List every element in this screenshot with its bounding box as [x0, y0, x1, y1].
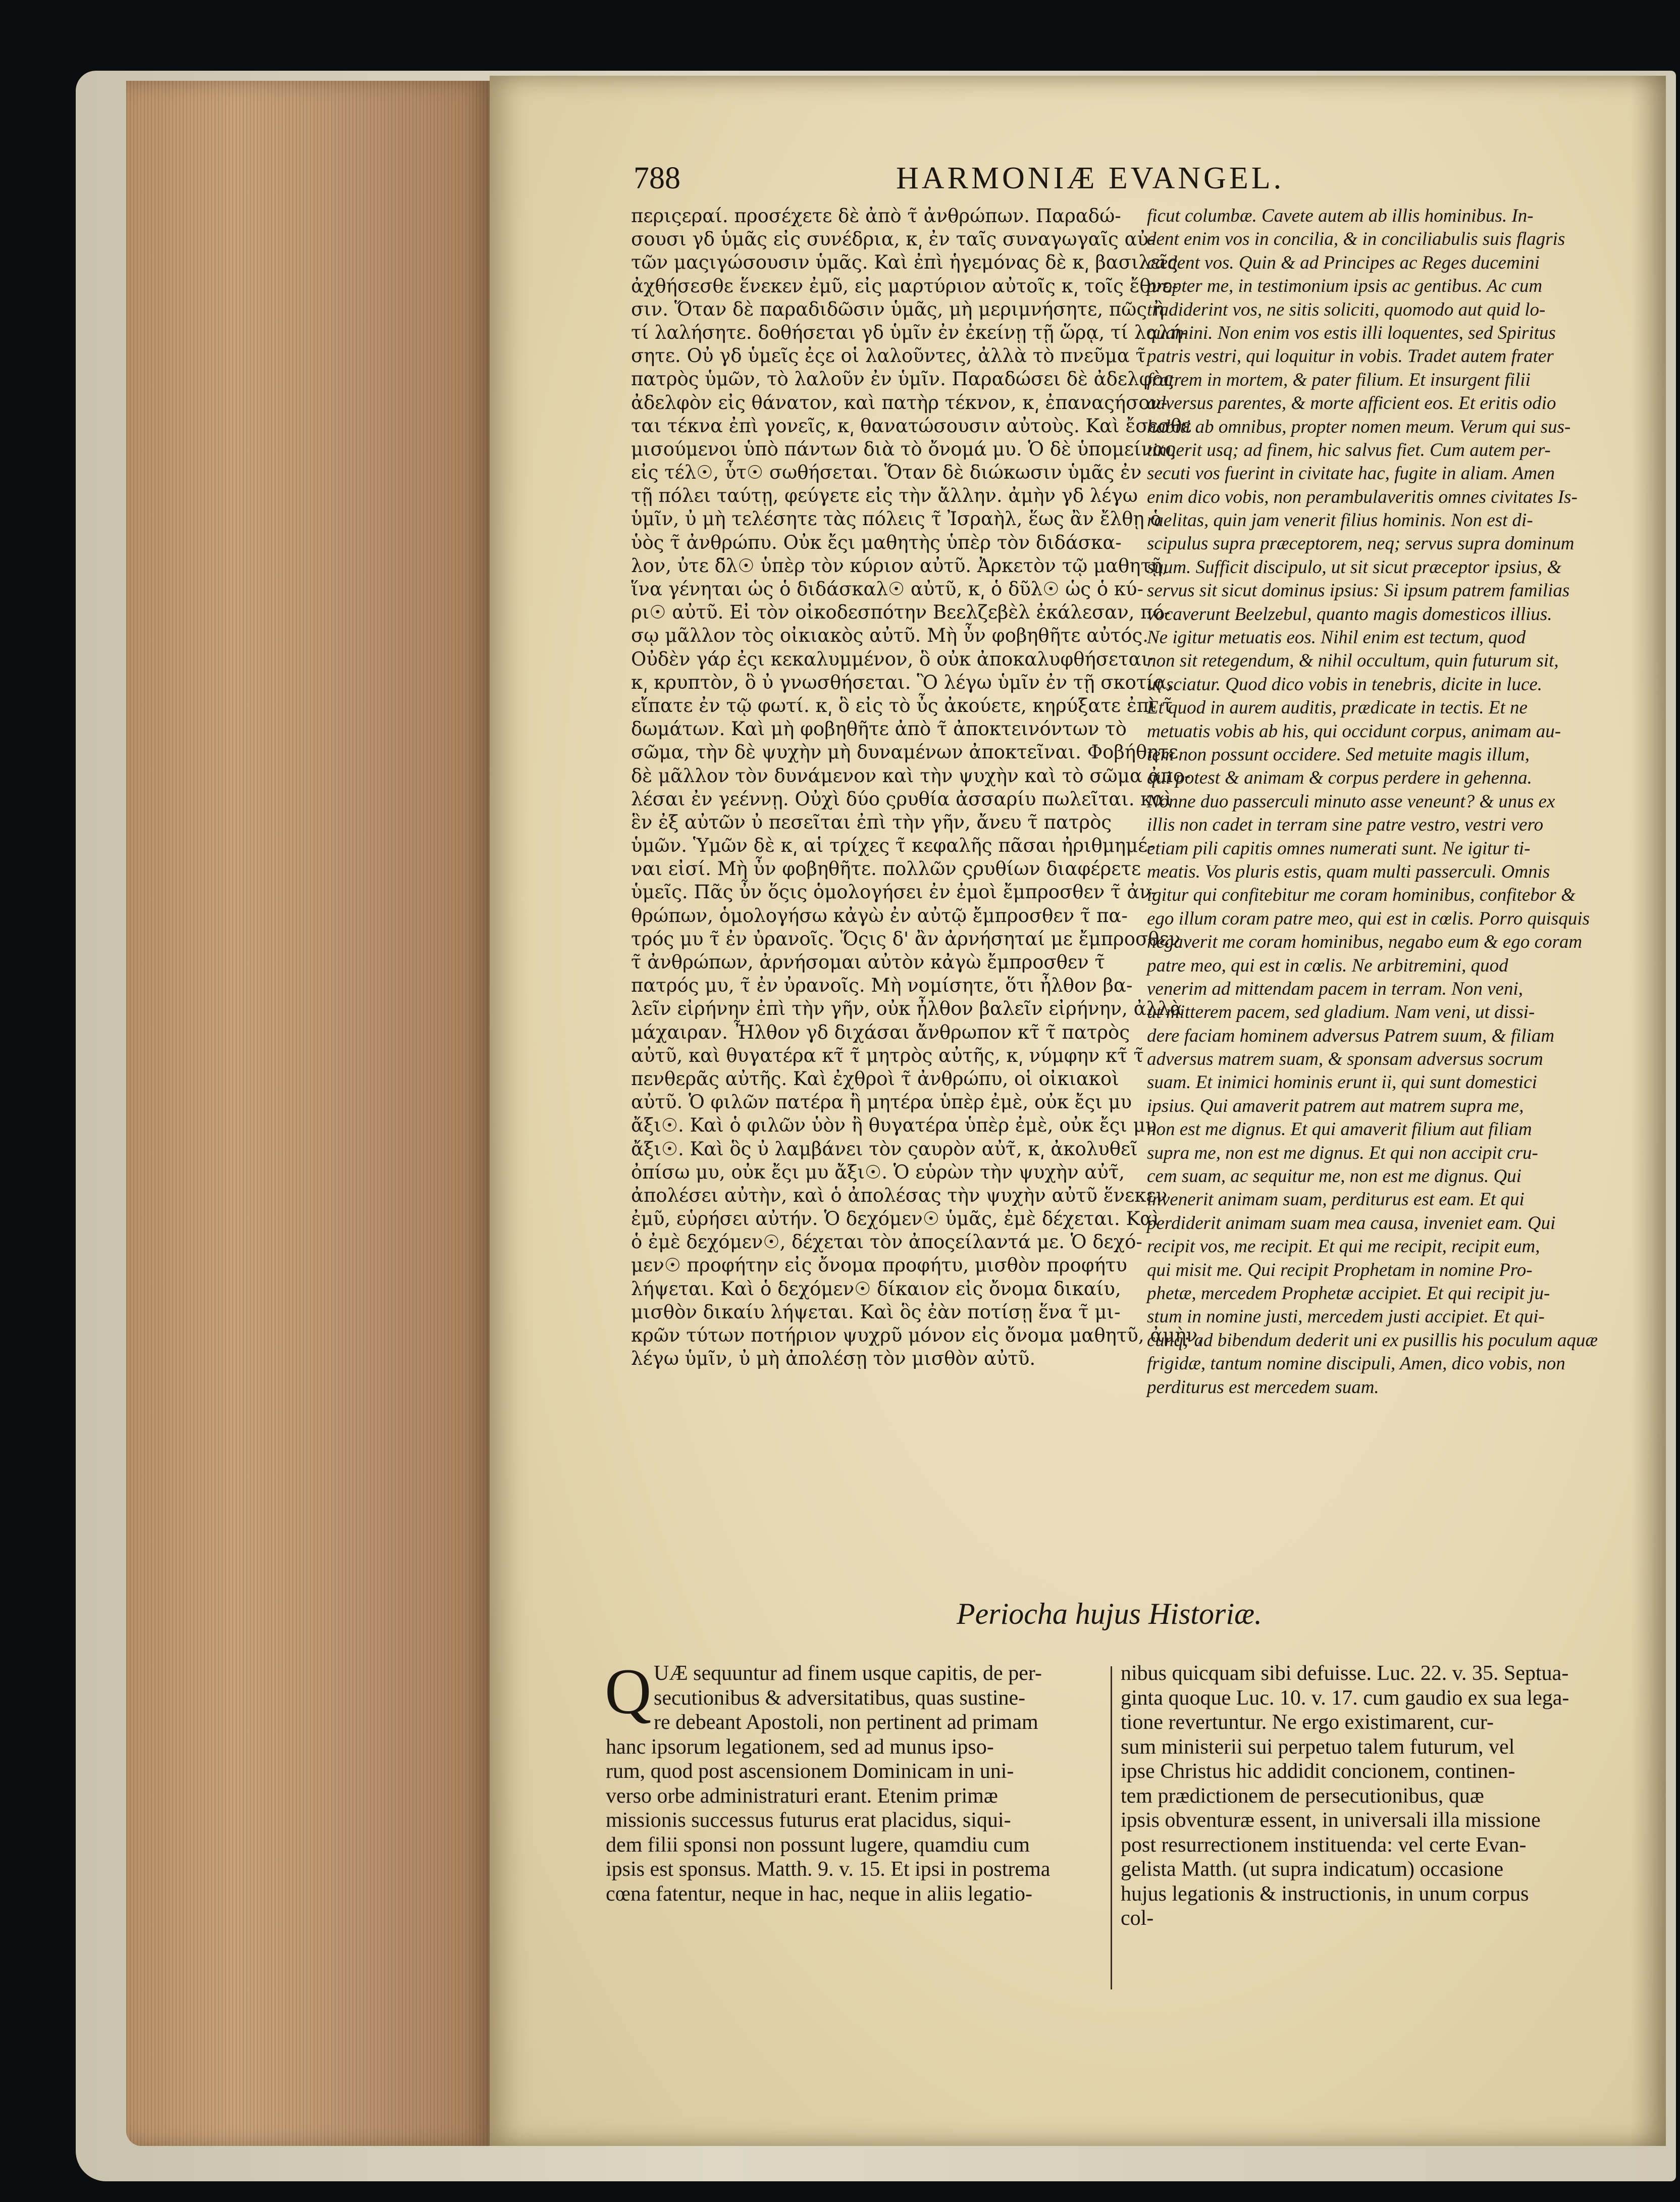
- latin-text-line: quamini. Non enim vos estis illi loquentes, sed Spiritus: [1147, 322, 1556, 343]
- latin-text-line: ipsius. Qui amaverit patrem aut matrem supra me,: [1147, 1095, 1524, 1116]
- greek-text-line: πενθερᾶς αὐτῆς. Καὶ ἐχθροὶ τ̃ ἀνθρώπυ, οἱ οἰκιακοὶ: [631, 1067, 1119, 1090]
- greek-text-line: τῇ πόλει ταύτῃ, φεύγετε εἰς τὴν ἄλλην. ἀμὴν γδ λέγω: [631, 485, 1138, 507]
- commentary-left-column: [605, 1656, 1100, 2015]
- greek-text-line: λον, ὐτε δ̃λ☉ ὑπὲρ τὸν κύριον αὐτῦ. Ἀρκετὸν τῷ μαθητῇ,: [631, 554, 1168, 577]
- commentary-line: ipsis obventuræ essent, in universali illa missione: [1121, 1809, 1541, 1832]
- greek-text-line: ἀπολέσει αὐτὴν, καὶ ὁ ἀπολέσας τὴν ψυχὴν αὐτῦ ἕνεκεν: [631, 1184, 1168, 1206]
- greek-text-line: δωμάτων. Καὶ μὴ φοβηθῆτε ἀπὸ τ̃ ἀποκτεινόντων τὸ: [631, 718, 1127, 740]
- latin-text-line: suum. Sufficit discipulo, ut sit sicut præceptor ipsius, &: [1147, 556, 1562, 578]
- commentary-line: ipse Christus hic addidit concionem, continen-: [1121, 1760, 1515, 1783]
- greek-text-line: κρῶν τύτων ποτήριον ψυχρῦ μόνον εἰς ὄνομα μαθητῦ, ἀμὴν,: [631, 1324, 1203, 1346]
- commentary-line: verso orbe administraturi erant. Etenim primæ: [606, 1784, 998, 1808]
- latin-text-line: tradiderint vos, ne sitis soliciti, quomodo aut quid lo-: [1147, 299, 1546, 320]
- latin-text-line: qui misit me. Qui recipit Prophetam in nomine Pro-: [1147, 1259, 1533, 1281]
- latin-text-line: invenerit animam suam, perditurus est eam. Et qui: [1147, 1189, 1525, 1210]
- latin-text-line: scipulus supra præceptorem, neq; servus supra dominum: [1147, 533, 1574, 554]
- commentary-line: missionis successus futurus erat placidus, siqui-: [606, 1809, 1011, 1832]
- greek-text-line: ρι☉ αὐτῦ. Εἰ τὸν οἰκοδεσπότην Βεελζεβὲλ ἐκάλεσαν, πό-: [631, 601, 1171, 624]
- commentary-line: tem prædictionem de persecutionibus, quæ: [1121, 1784, 1484, 1808]
- latin-text-line: dere faciam hominem adversus Patrem suum, & filiam: [1147, 1025, 1555, 1046]
- latin-text-line: patris vestri, qui loquitur in vobis. Tradet autem frater: [1147, 346, 1554, 367]
- latin-text-line: perdiderit animam suam mea causa, inveniet eam. Qui: [1147, 1212, 1556, 1234]
- greek-text-line: τί λαλήσητε. δοθήσεται γδ ὑμῖν ἐν ἐκείνῃ τῇ ὥρᾳ, τί λαλή-: [631, 321, 1188, 343]
- commentary-line: cœna fatentur, neque in hac, neque in aliis legatio-: [606, 1882, 1032, 1906]
- commentary-line: ipsis est sponsus. Matth. 9. v. 15. Et ipsi in postrema: [606, 1858, 1051, 1881]
- latin-text-line: stum in nomine justi, mercedem justi accipiet. Et qui-: [1147, 1306, 1545, 1327]
- latin-text-line: dent enim vos in concilia, & in conciliabulis suis flagris: [1147, 229, 1565, 250]
- commentary-line: tione revertuntur. Ne ergo existimarent, cur-: [1121, 1711, 1494, 1734]
- commentary-line: re debeant Apostoli, non pertinent ad primam: [654, 1711, 1038, 1734]
- latin-text-line: ut mitterem pacem, sed gladium. Nam veni, ut dissi-: [1147, 1002, 1535, 1023]
- greek-text-line: ὑμεῖς. Πᾶς ὖν ὅςις ὁμολογήσει ἐν ἐμοὶ ἔμπροσθεν τ̃ ἀν-: [631, 881, 1158, 903]
- latin-text-line: phetæ, mercedem Prophetæ accipiet. Et qui recipit ju-: [1147, 1283, 1550, 1304]
- drop-cap: Q: [605, 1656, 652, 1727]
- greek-text-line: εἰς τέλ☉, ὗτ☉ σωθήσεται. Ὅταν δὲ διώκωσιν ὑμᾶς ἐν: [631, 462, 1142, 484]
- greek-text-line: τῶν μαςιγώσουσιν ὑμᾶς. Καὶ ἐπὶ ἡγεμόνας δὲ κ͵ βασιλεῖς: [631, 251, 1178, 274]
- greek-text-line: σουσι γδ ὑμᾶς εἰς συνέδρια, κ͵ ἐν ταῖς συναγωγαῖς αὐ-: [631, 228, 1155, 250]
- latin-text-line: supra me, non est me dignus. Et qui non accipit cru-: [1147, 1142, 1538, 1163]
- latin-text-line: Et quod in aurem auditis, prædicate in tectis. Et ne: [1147, 697, 1528, 719]
- greek-text-line: τρός μυ τ̃ ἐν ὐρανοῖς. Ὅςις δ' ἂν ἀρνήσηταί με ἔμπροσθεν: [631, 928, 1181, 950]
- column-divider: [1111, 1666, 1112, 1989]
- latin-text-line: illis non cadet in terram sine patre vestro, vestri vero: [1147, 814, 1544, 836]
- greek-text-line: τ̃ ἀνθρώπων, ἀρνήσομαι αὐτὸν κἀγὼ ἔμπροσθεν τ̃: [631, 951, 1105, 973]
- latin-text-line: ficut columbæ. Cavete autem ab illis hominibus. In-: [1147, 206, 1534, 226]
- greek-text-line: ἵνα γένηται ὡς ὁ διδάσκαλ☉ αὐτῦ, κ͵ ὁ δῦλ☉ ὡς ὁ κύ-: [631, 578, 1144, 600]
- latin-text-line: habiti ab omnibus, propter nomen meum. Verum qui sus-: [1147, 416, 1571, 437]
- greek-text-line: σητε. Οὐ γδ ὑμεῖς ἐςε οἱ λαλοῦντες, ἀλλὰ τὸ πνεῦμα τ̃: [631, 345, 1146, 367]
- latin-text-line: etiam pili capitis omnes numerati sunt. Ne igitur ti-: [1147, 838, 1531, 859]
- page-header: [634, 161, 1451, 206]
- greek-text-line: μισούμενοι ὑπὸ πάντων διὰ τὸ ὄνομά μυ. Ὁ δὲ ὑπομείνας: [631, 438, 1176, 460]
- latin-text-line: metuatis vobis ab his, qui occidunt corpus, animam au-: [1147, 721, 1561, 742]
- latin-text-line: raelitas, quin jam venerit filius hominis. Non est di-: [1147, 510, 1533, 531]
- greek-text-line: αὐτῦ, καὶ θυγατέρα κτ̃ τ̃ μητρὸς αὐτῆς, κ͵ νύμφην κτ̃ τ̃: [631, 1044, 1144, 1066]
- latin-text-line: Ne igitur metuatis eos. Nihil enim est tectum, quod: [1147, 627, 1526, 648]
- commentary-right-column: [1121, 1661, 1625, 2055]
- greek-text-column: [631, 204, 1203, 1548]
- commentary-line: hujus legationis & instructionis, in unum corpus: [1121, 1882, 1529, 1906]
- latin-text-line: igitur qui confitebitur me coram hominibus, confitebor &: [1147, 885, 1576, 906]
- greek-text-line: ὀπίσω μυ, οὐκ ἔςι μυ ἄξι☉. Ὁ εὑρὼν τὴν ψυχὴν αὐτ̃,: [631, 1161, 1125, 1183]
- greek-text-line: μάχαιραν. Ἦλθον γδ διχάσαι ἄνθρωπον κτ̃ τ̃ πατρὸς: [631, 1021, 1130, 1043]
- greek-text-line: λήψεται. Καὶ ὁ δεχόμεν☉ δίκαιον εἰς ὄνομα δικαίυ,: [631, 1277, 1121, 1300]
- commentary-line: col-: [1121, 1907, 1154, 1930]
- greek-text-line: ναι εἰσί. Μὴ ὖν φοβηθῆτε. πολλῶν ςρυθίων διαφέρετε: [631, 858, 1141, 880]
- commentary-line: UÆ sequuntur ad finem usque capitis, de per-: [654, 1662, 1042, 1685]
- latin-text-line: cunq; ad bibendum dederit uni ex pusillis his poculum aquæ: [1147, 1329, 1598, 1351]
- greek-text-line: λεῖν εἰρήνην ἐπὶ τὴν γῆν, οὐκ ἦλθον βαλεῖν εἰρήνην, ἀλλὰ: [631, 998, 1183, 1020]
- latin-text-line: frigidæ, tantum nomine discipuli, Amen, dico vobis, non: [1147, 1353, 1565, 1374]
- commentary-line: hanc ipsorum legationem, sed ad munus ipso-: [606, 1735, 994, 1759]
- latin-text-line: recipit vos, me recipit. Et qui me recipit, recipit eum,: [1147, 1236, 1540, 1257]
- greek-text-line: ἄξι☉. Καὶ ὃς ὐ λαμβάνει τὸν ςαυρὸν αὐτ̃, κ͵ ἀκολυθεῖ: [631, 1138, 1138, 1160]
- latin-text-line: ego illum coram patre meo, qui est in cœlis. Porro quisquis: [1147, 908, 1590, 929]
- greek-text-line: ἀδελφὸν εἰς θάνατον, καὶ πατὴρ τέκνον, κ͵ ἐπαναςήσον-: [631, 391, 1168, 414]
- latin-text-line: tem non possunt occidere. Sed metuite magis illum,: [1147, 744, 1530, 765]
- latin-text-line: negaverit me coram hominibus, negabo eum & ego coram: [1147, 932, 1583, 953]
- greek-text-line: μισθὸν δικαίυ λήψεται. Καὶ ὃς ἐὰν ποτίσῃ ἕνα τ̃ μι-: [631, 1301, 1121, 1323]
- commentary-line: dem filii sponsi non possunt lugere, quamdiu cum: [606, 1833, 1030, 1857]
- greek-text-line: περιςεραί. προσέχετε δὲ ἀπὸ τ̃ ἀνθρώπων. Παραδώ-: [631, 205, 1121, 227]
- latin-text-line: fratrem in mortem, & pater filium. Et insurgent filii: [1147, 369, 1531, 390]
- running-title: HARMONIÆ EVANGEL.: [896, 161, 1285, 195]
- latin-text-line: venerim ad mittendam pacem in terram. Non veni,: [1147, 978, 1523, 999]
- latin-text-line: Nonne duo passerculi minuto asse veneunt? & unus ex: [1147, 791, 1555, 812]
- latin-text-line: patre meo, qui est in cœlis. Ne arbitremini, quod: [1147, 955, 1508, 976]
- latin-text-line: perditurus est mercedem suam.: [1147, 1376, 1379, 1398]
- greek-text-line: ὁ ἐμὲ δεχόμεν☉, δέχεται τὸν ἀποςείλαντά με. Ὁ δεχό-: [631, 1231, 1142, 1253]
- greek-text-line: πατρός μυ, τ̃ ἐν ὐρανοῖς. Μὴ νομίσητε, ὅτι ἦλθον βα-: [631, 975, 1133, 997]
- greek-text-line: ἓν ἐξ αὐτῶν ὐ πεσεῖται ἐπὶ τὴν γῆν, ἄνευ τ̃ πατρὸς: [631, 811, 1112, 833]
- latin-text-line: suam. Et inimici hominis erunt ii, qui sunt domestici: [1147, 1072, 1537, 1093]
- latin-text-line: vocaverunt Beelzebul, quanto magis domesticos illius.: [1147, 603, 1552, 625]
- book-fore-edge: [126, 81, 490, 2146]
- latin-text-line: meatis. Vos pluris estis, quam multi passerculi. Omnis: [1147, 861, 1550, 882]
- greek-text-line: ἀχθήσεσθε ἕνεκεν ἐμῦ, εἰς μαρτύριον αὐτοῖς κ͵ τοῖς ἔθνε-: [631, 275, 1178, 297]
- latin-text-line: secuti vos fuerint in civitate hac, fugite in aliam. Amen: [1147, 463, 1555, 484]
- latin-text-line: qui potest & animam & corpus perdere in gehenna.: [1147, 767, 1532, 789]
- greek-text-line: λέγω ὑμῖν, ὐ μὴ ἀπολέσῃ τὸν μισθὸν αὐτῦ.: [631, 1348, 1036, 1370]
- commentary-line: secutionibus & adversitatibus, quas sustine-: [654, 1686, 1026, 1710]
- latin-text-line: non est me dignus. Et qui amaverit filium aut filiam: [1147, 1119, 1532, 1140]
- page-number: 788: [634, 161, 680, 195]
- greek-text-line: μεν☉ προφήτην εἰς ὄνομα προφήτυ, μισθὸν προφήτυ: [631, 1254, 1127, 1276]
- greek-text-line: δὲ μᾶλλον τὸν δυνάμενον καὶ τὴν ψυχὴν καὶ τὸ σῶμα ἀπο-: [631, 764, 1191, 787]
- latin-text-line: non sit retegendum, & nihil occultum, quin futurum sit,: [1147, 650, 1559, 672]
- commentary-line: sum ministerii sui perpetuo talem futurum, vel: [1121, 1735, 1515, 1759]
- greek-text-line: πατρὸς ὑμῶν, τὸ λαλοῦν ἐν ὑμῖν. Παραδώσει δὲ ἀδελφὸς: [631, 368, 1174, 390]
- latin-text-column: [1147, 204, 1626, 1548]
- greek-text-line: ται τέκνα ἐπὶ γονεῖς, κ͵ θανατώσουσιν αὐτοὺς. Καὶ ἔσεσθε: [631, 415, 1192, 437]
- commentary-line: ginta quoque Luc. 10. v. 17. cum gaudio ex sua lega-: [1121, 1686, 1569, 1710]
- greek-text-line: ὑὸς τ̃ ἀνθρώπυ. Οὐκ ἔςι μαθητὴς ὑπὲρ τὸν διδάσκα-: [631, 531, 1122, 553]
- section-title: Periocha hujus Historiæ.: [957, 1597, 1263, 1630]
- greek-text-line: ἐμῦ, εὑρήσει αὐτήν. Ὁ δεχόμεν☉ ὑμᾶς, ἐμὲ δέχεται. Καὶ: [631, 1208, 1160, 1230]
- greek-text-line: Οὐδὲν γάρ ἐςι κεκαλυμμένον, ὃ οὐκ ἀποκαλυφθήσεται·: [631, 648, 1154, 670]
- greek-text-line: κ͵ κρυπτὸν, ὃ ὐ γνωσθήσεται. Ὃ λέγω ὑμῖν ἐν τῇ σκοτίᾳ,: [631, 671, 1173, 693]
- commentary-line: post resurrectionem instituenda: vel certe Evan-: [1121, 1833, 1527, 1857]
- page-edge-shadow: [1631, 76, 1666, 2146]
- greek-text-line: αὐτῦ. Ὁ φιλῶν πατέρα ἢ μητέρα ὑπὲρ ἐμὲ, οὐκ ἔςι μυ: [631, 1091, 1132, 1113]
- greek-text-line: ὑμῶν. Ὑμῶν δὲ κ͵ αἱ τρίχες τ̃ κεφαλῆς πᾶσαι ἠριθμημέ-: [631, 835, 1154, 857]
- greek-text-line: ἄξι☉. Καὶ ὁ φιλῶν ὑὸν ἢ θυγατέρα ὑπὲρ ἐμὲ, οὐκ ἔςι μυ: [631, 1114, 1157, 1137]
- latin-text-line: servus sit sicut dominus ipsius: Si ipsum patrem familias: [1147, 580, 1570, 601]
- greek-text-line: ὑμῖν, ὐ μὴ τελέσητε τὰς πόλεις τ̃ Ἰσραὴλ, ἕως ἂν ἔλθῃ ὁ: [631, 508, 1162, 530]
- commentary-line: nibus quicquam sibi defuisse. Luc. 22. v. 35. Septua-: [1121, 1662, 1569, 1685]
- greek-text-line: εἴπατε ἐν τῷ φωτί. κ͵ ὃ εἰς τὸ ὖς ἀκούετε, κηρύξατε ἐπὶ τ̃: [631, 694, 1173, 716]
- greek-text-line: θρώπων, ὁμολογήσω κἀγὼ ἐν αὐτῷ ἔμπροσθεν τ̃ πα-: [631, 904, 1128, 927]
- greek-text-line: λέσαι ἐν γεέννῃ. Οὐχὶ δύο ςρυθία ἀσσαρίυ πωλεῖται. καὶ: [631, 788, 1172, 810]
- greek-text-line: σῳ μᾶλλον τὸς οἰκιακὸς αὐτῦ. Μὴ ὖν φοβηθῆτε αὐτός.: [631, 625, 1148, 647]
- greek-text-line: σῶμα, τὴν δὲ ψυχὴν μὴ δυναμένων ἀποκτεῖναι. Φοβήθητε: [631, 741, 1179, 763]
- latin-text-line: enim dico vobis, non perambulaveritis omnes civitates Is-: [1147, 486, 1578, 507]
- latin-text-line: ut sciatur. Quod dico vobis in tenebris, dicite in luce.: [1147, 674, 1543, 695]
- commentary-line: rum, quod post ascensionem Dominicam in uni-: [606, 1760, 1014, 1783]
- latin-text-line: adversus parentes, & morte afficient eos. Et eritis odio: [1147, 393, 1556, 414]
- commentary-line: gelista Matth. (ut supra indicatum) occasione: [1121, 1858, 1504, 1881]
- latin-text-line: propter me, in testimonium ipsis ac gentibus. Ac cum: [1147, 276, 1543, 297]
- latin-text-line: cem suam, ac sequitur me, non est me dignus. Qui: [1147, 1166, 1521, 1187]
- latin-text-line: cædent vos. Quin & ad Principes ac Reges ducemini: [1147, 252, 1540, 273]
- greek-text-line: σιν. Ὅταν δὲ παραδιδῶσιν ὑμᾶς, μὴ μεριμνήσητε, πῶς ἢ: [631, 298, 1164, 320]
- latin-text-line: tinuerit usq; ad finem, hic salvus fiet. Cum autem per-: [1147, 439, 1551, 460]
- latin-text-line: adversus matrem suam, & sponsam adversus socrum: [1147, 1049, 1543, 1070]
